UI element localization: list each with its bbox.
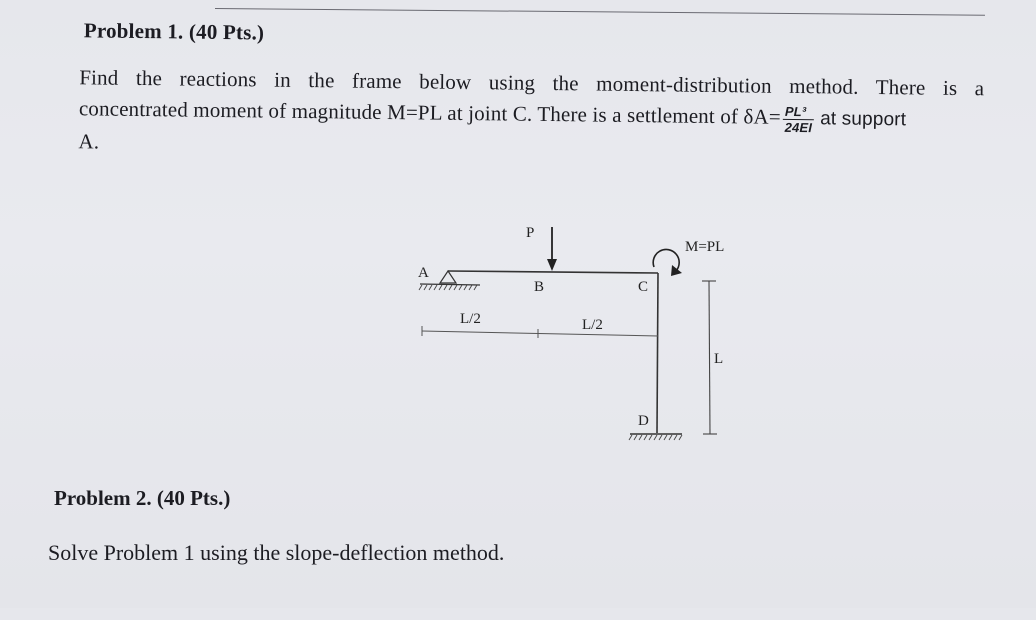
label-half-left: L/2 [460,311,481,327]
label-a: A [418,265,429,281]
problem2-heading: Problem 2. (40 Pts.) [54,486,231,510]
label-height: L [714,351,724,367]
label-b: B [534,279,545,295]
problem1-line2-tail: at support [820,108,907,131]
fraction-denominator: 24EI [784,119,813,135]
dimension-horizontal [422,326,658,338]
fraction-numerator: PL³ [783,104,815,120]
problem2-statement: Solve Problem 1 using the slope-deflection method. [48,540,505,565]
problem1-statement [78,62,984,168]
problem1-heading: Problem 1. (40 Pts.) [83,18,265,45]
label-p: P [526,225,535,241]
label-d: D [638,413,649,429]
problem1-line3: A. [78,128,100,154]
load-arrow-p [547,227,557,271]
column-cd [657,273,658,433]
fixed-support-d [629,434,682,440]
beam-ac [448,271,658,273]
settlement-fraction [783,104,815,135]
problem1-line1: Find the reactions in the frame below using the moment-distribution method. There is a [79,65,985,101]
frame-diagram [400,205,760,450]
label-c: C [638,279,649,295]
moment-arrow-m [653,249,682,276]
label-moment: M=PL [685,239,725,255]
problem1-line2-text: concentrated moment of magnitude M=PL at joint C. There is a settlement of δA= [78,96,781,129]
label-half-right: L/2 [582,317,603,333]
